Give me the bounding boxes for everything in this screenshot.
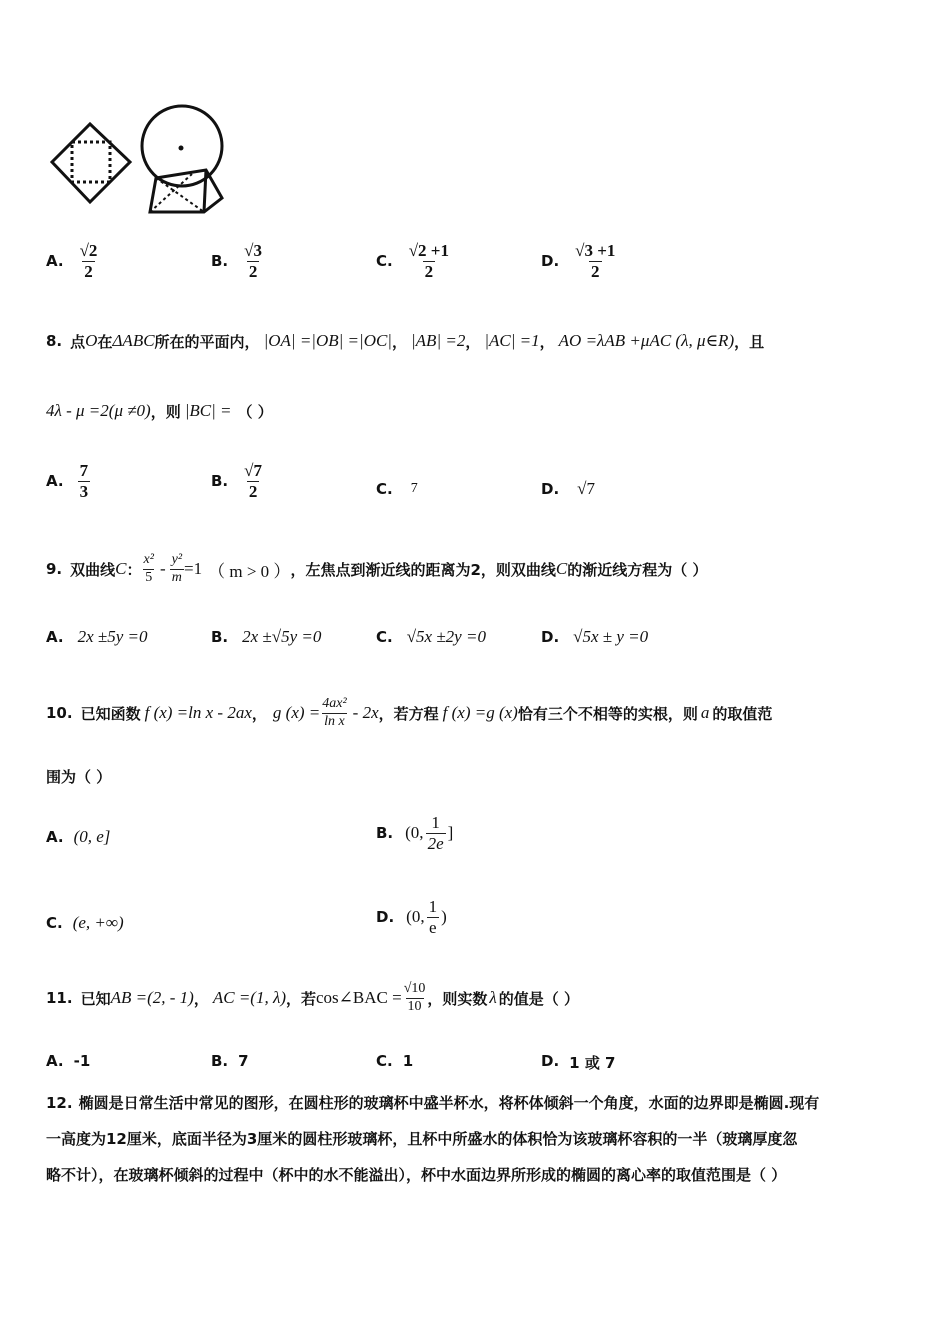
q10-stem-line1: 10. 已知函数 f (x) =ln x - 2ax ， g (x) = $\frac{\text{4ax²}}{\text{ln x}}$ - 2x ，若方程 f (x) =g (x) 恰有三个不相等的实根，则 a 的取值范	[46, 696, 773, 729]
option-letter: D.	[541, 252, 560, 270]
q11-option-c[interactable]: C. 1	[376, 1052, 414, 1070]
pyramid-base	[150, 170, 222, 212]
denominator: 2	[248, 261, 258, 281]
q8-option-a[interactable]: A. $\frac{7}{3}$	[46, 460, 89, 501]
option-letter: A.	[46, 252, 64, 270]
q11-option-b[interactable]: B. 7	[211, 1052, 249, 1070]
question-number: 11.	[46, 989, 73, 1007]
q8-stem-line2: 4λ - μ =2(μ ≠0) ，则 |BC| = （ ）	[46, 401, 273, 421]
q10-stem-line2: 围为（ ）	[46, 768, 112, 786]
q9-option-d[interactable]: D. √5x ± y =0	[541, 627, 649, 646]
diamond-shape	[52, 124, 130, 202]
q12-stem	[46, 1085, 908, 1193]
q10-option-b[interactable]: B. (0, $\frac{1}{2e}$ ]	[376, 812, 454, 853]
dotted-square	[72, 142, 110, 182]
numerator: √3 +1	[575, 240, 616, 260]
q10-option-d[interactable]: D. (0, $\frac{1}{e}$ )	[376, 896, 447, 937]
option-letter: B.	[211, 252, 229, 270]
q7-option-d[interactable]	[541, 236, 617, 286]
q12-line1: 12. 椭圆是日常生活中常见的图形，在圆柱形的玻璃杯中盛半杯水，将杯体倾斜一个角度，水面的边界即是椭圆.现有	[46, 1094, 820, 1112]
question-number: 10.	[46, 704, 73, 722]
numerator: √2	[79, 240, 98, 260]
denominator: 2	[424, 261, 434, 281]
option-letter: C.	[376, 252, 393, 270]
question-number: 8.	[46, 332, 63, 350]
q9-option-a[interactable]: A. 2x ±5y =0	[46, 627, 148, 646]
q9-option-c[interactable]: C. √5x ±2y =0	[376, 627, 486, 646]
q12-line2: 一高度为12厘米，底面半径为3厘米的圆柱形玻璃杯，且杯中所盛水的体积恰为该玻璃杯容积的一半（玻璃厚度忽	[46, 1130, 798, 1148]
denominator: 2	[84, 261, 93, 281]
three-view-figure	[48, 98, 228, 218]
question-number: 12.	[46, 1094, 73, 1112]
q8-option-c[interactable]: C. 7	[376, 480, 418, 498]
q7-option-a[interactable]	[46, 236, 99, 286]
q7-option-c[interactable]	[376, 236, 451, 286]
q9-stem: 9. 双曲线 C ： $\frac{\text{x²}}{5}$ - $\frac{\text{y²}}{m}$ =1 （ m > 0 ） ，左焦点到渐近线的距离为2，则双曲线 C 的渐近线方程为（ ）	[46, 552, 708, 585]
q10-option-c[interactable]: C. (e, +∞)	[46, 913, 124, 932]
q9-option-b[interactable]: B. 2x ±√5y =0	[211, 627, 322, 646]
q8-option-d[interactable]: D. √7	[541, 479, 595, 498]
question-number: 9.	[46, 560, 63, 578]
q10-option-a[interactable]: A. (0, e]	[46, 827, 111, 846]
numerator: √3	[244, 240, 262, 260]
q7-option-b[interactable]	[211, 236, 264, 286]
center-dot	[179, 146, 184, 151]
q11-option-d[interactable]: D. 1 或 7	[541, 1052, 616, 1072]
denominator: 2	[591, 261, 600, 281]
q12-line3: 略不计），在玻璃杯倾斜的过程中（杯中的水不能溢出），杯中水面边界所形成的椭圆的离心率的取值范围是（ ）	[46, 1166, 787, 1184]
numerator: √2 +1	[408, 240, 449, 260]
q8-stem-line1: 8. 点 O 在 ΔABC 所在的平面内， |OA| =|OB| =|OC| ， |AB| =2 ， |AC| =1 ， AO =λAB +μAC (λ, μ∈R) ，且	[46, 331, 765, 351]
q11-option-a[interactable]: A. -1	[46, 1052, 91, 1070]
q11-stem: 11. 已知 AB =(2, - 1) ， AC =(1, λ) ，若 cos∠BAC = $\frac{√10}{10}$ ，则实数 λ 的值是（ ）	[46, 981, 580, 1014]
q8-option-b[interactable]: B. $\frac{√7}{2}$	[211, 460, 262, 501]
